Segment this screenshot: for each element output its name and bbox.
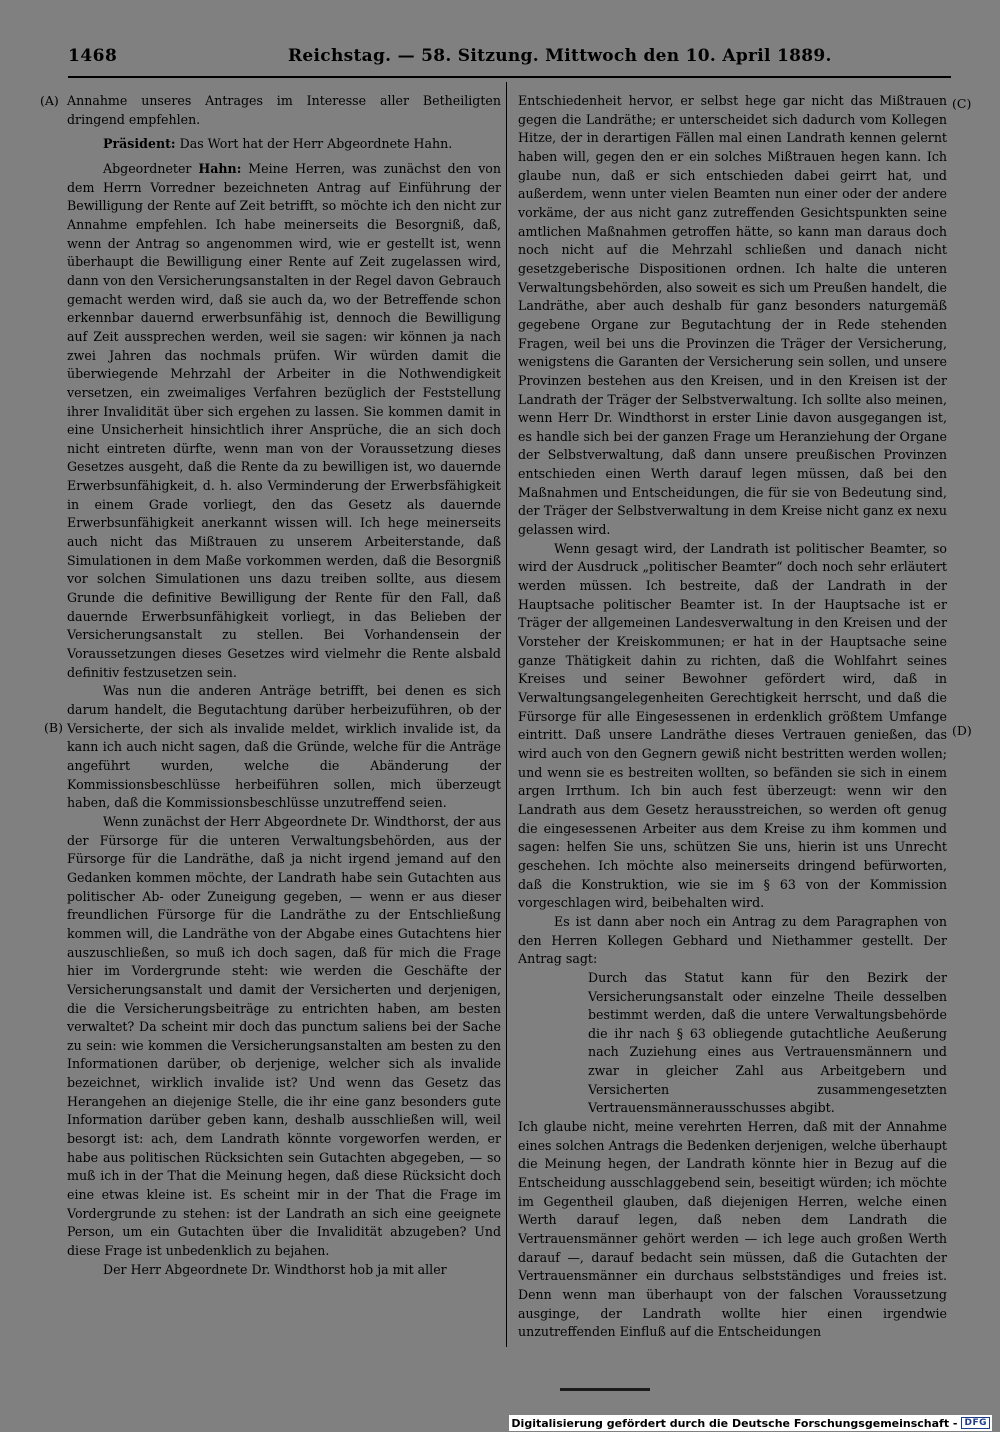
paragraph: Annahme unseres Antrages im Interesse aller Betheiligten dringend empfehlen. xyxy=(67,93,501,127)
digitization-footer xyxy=(509,1415,992,1431)
margin-mark-d: (D) xyxy=(952,723,972,738)
paragraph: Der Herr Abgeordnete Dr. Windthorst hob ja mit aller xyxy=(103,1261,447,1277)
paragraph: Entschiedenheit hervor, er selbst hege gar nicht das Mißtrauen gegen die Landräthe; er unterscheidet sich dadurch vom Kollegen Hitze, der in derartigen Fällen mal einen Landrath kennen gelernt haben will, gegen den er ein solches Mißtrauen hegen kann. Ich glaube nun, daß er sich entschieden dabei geirrt hat, und außerdem, wenn unter vielen Beamten nun einer oder der andere vorkäme, der aus nicht ganz zutreffenden Gesichtspunkten seine amtlichen Maßnahmen getroffen hätte, so kann man daraus doch noch nicht auf die Mehrzahl schließen und danach nicht gesetzgeberische Dispositionen ordnen. Ich halte die unteren Verwaltungsbehörden, also soweit es sich um Preußen handelt, die Landräthe, aber auch deshalb für ganz besonders naturgemäß gegebene Organe zur Begutachtung der in Rede stehenden Fragen, weil bei uns die Provinzen die Träger der Versicherung, wenigstens die Garanten der Versicherung sein sollen, und unsere Provinzen bestehen aus den Kreisen, und in den Kreisen ist der Landrath der Träger der Selbstverwaltung. Ich sollte also meinen, wenn Herr Dr. Windthorst in erster Linie davon ausgegangen ist, es handle sich bei der ganzen Frage um Heranziehung der Organe der Selbstverwaltung, daß dann unsere preußischen Provinzen entschieden einen Werth darauf legen müssen, daß bei den Maßnahmen und Entscheidungen, die für sie von Bedeutung sind, der Träger der Selbstverwaltung in dem Kreise nicht ganz ex nexu gelassen wird. xyxy=(518,93,947,538)
margin-mark-b: (B) xyxy=(44,720,63,735)
paragraph-text: Das Wort hat der Herr Abgeordnete Hahn. xyxy=(175,136,453,152)
margin-mark-c: (C) xyxy=(952,96,972,111)
margin-mark-a: (A) xyxy=(40,93,59,108)
left-column xyxy=(67,92,501,1279)
footer-text: Digitalisierung gefördert durch die Deutsche Forschungsgemeinschaft - xyxy=(511,1416,958,1430)
paragraph: Es ist dann aber noch ein Antrag zu dem Paragraphen von den Herren Kollegen Gebhard und Niethammer gestellt. Der Antrag sagt: xyxy=(518,913,947,967)
column-divider xyxy=(506,82,507,1347)
speaker-name: Hahn: xyxy=(198,160,242,176)
paragraph xyxy=(67,135,501,154)
speaker-name: Präsident: xyxy=(103,136,176,152)
right-column xyxy=(518,92,947,1342)
paragraph: Was nun die anderen Anträge betrifft, bei denen es sich darum handelt, die Begutachtung darüber herbeizuführen, ob der Versicherte, der sich als invalide meldet, wirklich invalide ist, da kann ich auch nicht sagen, daß die Gründe, welche für die Anträge angeführt wurden, welche die Abänderung der Kommissionsbeschlüsse herbeiführen sollen, mich überzeugt haben, daß die Kommissionsbeschlüsse unzutreffend seien. xyxy=(67,683,501,811)
bottom-rule xyxy=(560,1388,650,1391)
running-head: Reichstag. — 58. Sitzung. Mittwoch den 10. April 1889. xyxy=(288,46,832,66)
paragraph: Ich glaube nicht, meine verehrten Herren, daß mit der Annahme eines solchen Antrags die Bedenken derjenigen, welche überhaupt die Meinung hegen, der Landrath könnte hier in Bezug auf die Entscheidung ausschlaggebend sein, beseitigt würden; ich möchte im Gegentheil glauben, daß diejenigen Herren, welche einen Werth darauf legen, daß neben dem Landrath die Vertrauensmänner gehört werden — ich lege auch großen Werth darauf —, darauf bedacht sein müssen, daß die Gutachten der Vertrauensmänner ein durchaus selbstständiges und freies ist. Denn wenn man überhaupt von der falschen Voraussetzung ausginge, der Landrath wollte hier einen irgendwie unzutreffenden Einfluß auf die Entscheidungen xyxy=(518,1119,947,1340)
paragraph: Wenn gesagt wird, der Landrath ist politischer Beamter, so wird der Ausdruck „politischer Beamter“ doch noch sehr erläutert werden müssen. Ich bestreite, daß der Landrath in der Hauptsache politischer Beamter ist. In der Hauptsache ist er Träger der allgemeinen Landesverwaltung in den Kreisen und der Vorsteher der Kreiskommunen; er hat in der Hauptsache seine ganze Thätigkeit dahin zu richten, daß die Wohlfahrt seines Kreises und seiner Bewohner gefördert wird, daß in Verwaltungsangelegenheiten Gerechtigkeit herrscht, und daß die Fürsorge für alle Eingesessenen in erdenklich größtem Umfange eintritt. Daß unsere Landräthe dieses Vertrauen genießen, das wird auch von den Gegnern gewiß nicht bestritten werden wollen; und wenn sie es bestreiten wollten, so befänden sie sich in einem argen Irrthum. Ich bin auch fest überzeugt: wenn wir den Landrath aus dem Gesetz herausstreichen, so werden oft genug die eingesessenen Arbeiter aus dem Kreise zu ihm kommen und sagen: helfen Sie uns, schützen Sie uns, hierin ist uns Unrecht geschehen. Ich möchte also meinerseits dringend befürworten, daß die Konstruktion, wie sie im § 63 von der Kommission vorgeschlagen wird, beibehalten wird. xyxy=(518,540,947,911)
paragraph-text: Meine Herren, was zunächst den von dem Herrn Vorredner bezeichneten Antrag auf Einführung der Bewilligung der Rente auf Zeit betrifft, so möchte ich den nicht zur Annahme empfehlen. Ich habe meinerseits die Besorgniß, daß, wenn der Antrag so angenommen wird, wie er gestellt ist, wenn überhaupt die Bewilligung einer Rente auf Zeit zugelassen wird, dann von den Versicherungsanstalten in der Regel davon Gebrauch gemacht werden wird, daß sie auch da, wo der Betreffende schon erkennbar dauernd erwerbsunfähig ist, dennoch die Bewilligung auf Zeit aussprechen werden, weil sie sagen: wir können ja nach zwei Jahren das nochmals prüfen. Wir würden damit die überwiegende Mehrzahl der Arbeiter in die Nothwendigkeit versetzen, ein zweimaliges Verfahren bezüglich der Feststellung ihrer Invalidität über sich ergehen zu lassen. Sie kommen damit in eine Unsicherheit hinsichtlich ihrer Ansprüche, die an sich doch nicht eintreten dürfte, wenn man von der Voraussetzung dieses Gesetzes ausgeht, daß die Rente da zu bewilligen ist, wo dauernde Erwerbsunfähigkeit, d. h. also Verminderung der Erwerbsfähigkeit in einem Grade vorliegt, den das Gesetz als dauernde Erwerbsunfähigkeit anerkannt wissen will. Ich hege meinerseits auch nicht das Mißtrauen zu unserem Arbeiterstande, daß Simulationen in dem Maße vorkommen werden, daß die Besorgniß vor solchen Simulationen uns dazu treiben sollte, aus diesem Grunde die definitive Bewilligung der Rente für den Fall, daß dauernde Erwerbsunfähigkeit vorliegt, in das Belieben der Versicherungsanstalt zu stellen. Bei Vorhandensein der Voraussetzungen dieses Gesetzes wird vielmehr die Rente alsbald definitiv festzusetzen sein. xyxy=(67,160,501,680)
quoted-motion: Durch das Statut kann für den Bezirk der Versicherungsanstalt oder einzelne Theile desselben bestimmt werden, daß die untere Verwaltungsbehörde die ihr nach § 63 obliegende gutachtliche Aeußerung nach Zuziehung eines aus Vertrauensmännern und zwar in gleicher Zahl aus Arbeitgebern und Versicherten zusammengesetzten Vertrauensmännerausschusses abgibt. xyxy=(588,969,947,1116)
dfg-logo: DFG xyxy=(961,1417,990,1429)
page-number: 1468 xyxy=(68,46,118,66)
page-header xyxy=(68,46,948,74)
paragraph xyxy=(67,160,501,682)
paragraph: Wenn zunächst der Herr Abgeordnete Dr. Windthorst, der aus der Fürsorge für die unteren Verwaltungsbehörden, aus der Fürsorge für die Landräthe, daß ja nicht irgend jemand auf den Gedanken kommen möchte, der Landrath habe sein Gutachten aus politischer Ab- oder Zuneigung gegeben, — wenn er aus dieser freundlichen Fürsorge für die Landräthe zu der Entschließung kommen will, die Landräthe von der Abgabe eines Gutachtens hier auszuschließen, so muß ich doch sagen, daß für mich die Frage hier im Vordergrunde steht: wie werden die Geschäfte der Versicherungsanstalt und damit der Versicherten und derjenigen, die die Versicherungsbeiträge zu entrichten haben, am besten verwaltet? Da scheint mir doch das punctum saliens bei der Sache zu sein: wie kommen die Versicherungsanstalten am besten zu den Informationen darüber, ob derjenige, welcher sich als invalide bezeichnet, wirklich invalide ist? Und wenn das Gesetz das Herangehen an diejenige Stelle, die ihr eine ganz besonders gute Information darüber geben kann, deshalb ausschließen will, weil besorgt ist: ach, dem Landrath könnte vorgeworfen werden, er habe aus politischen Rücksichten sein Gutachten abgegeben, — so muß ich in der That die Meinung hegen, daß diese Rücksicht doch eine etwas kleine ist. Es scheint mir in der That die Frage im Vordergrunde zu stehen: ist der Landrath an sich eine geeignete Person, um ein Gutachten über die Invalidität abzugeben? Und diese Frage ist unbedenklich zu bejahen. xyxy=(67,813,501,1259)
header-rule xyxy=(68,76,951,78)
speaker-title: Abgeordneter xyxy=(103,160,199,176)
